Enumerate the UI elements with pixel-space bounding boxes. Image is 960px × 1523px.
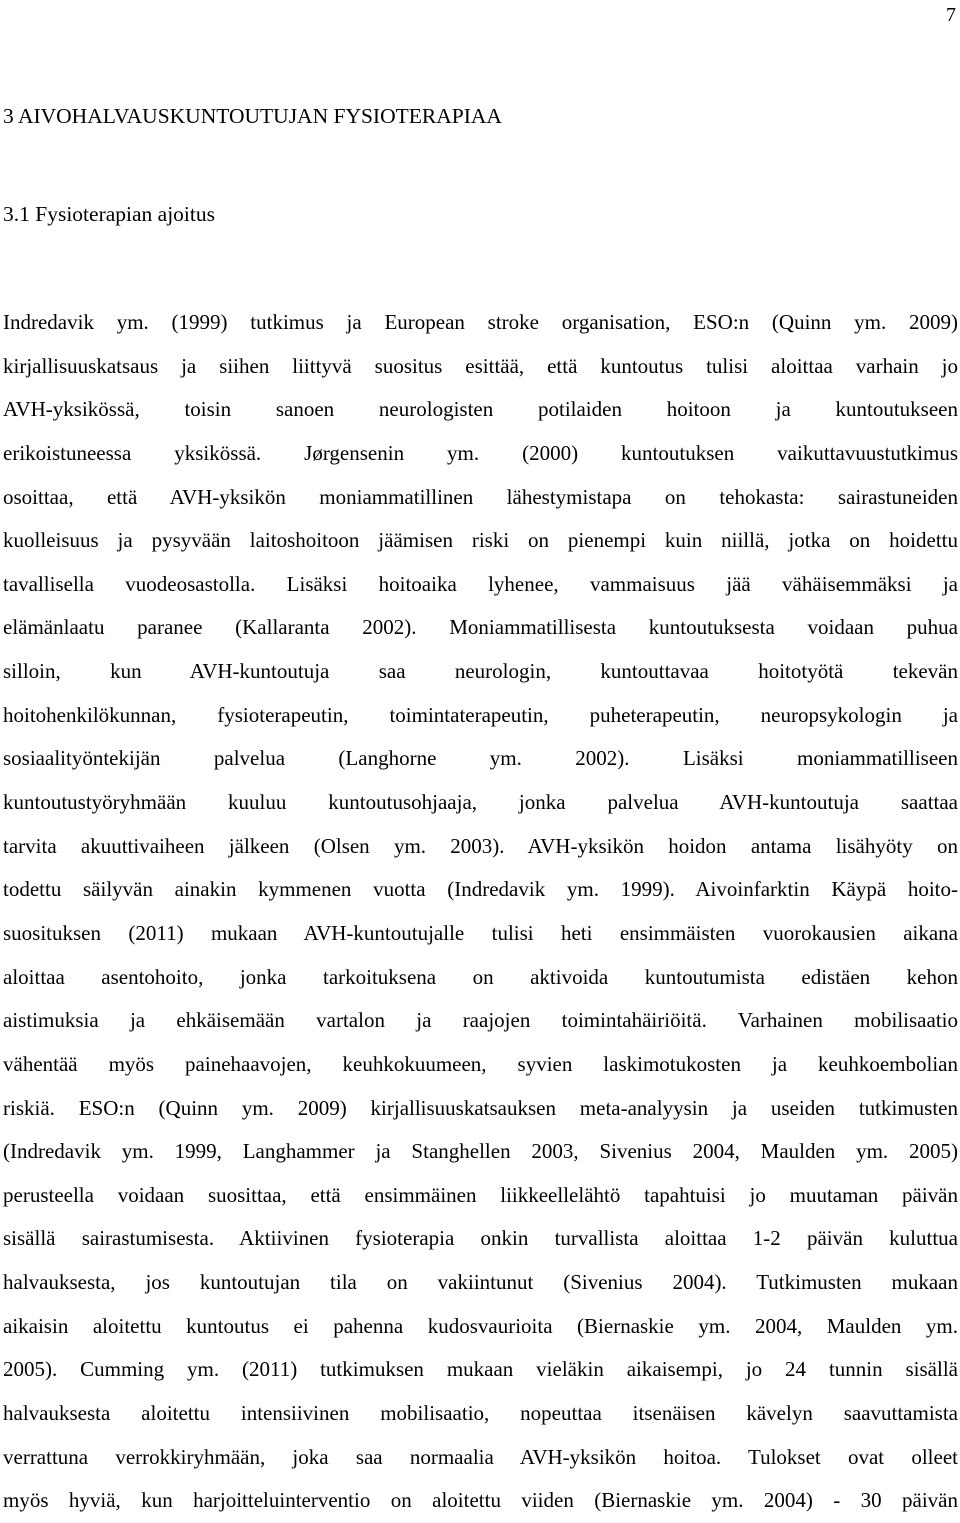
paragraph-line: (Indredavik ym. 1999, Langhammer ja Stanghellen 2003, Sivenius 2004, Maulden ym. 2005) [3, 1139, 958, 1164]
paragraph-line: riskiä. ESO:n (Quinn ym. 2009) kirjallisuuskatsauksen meta-analyysin ja useiden tutkimusten [3, 1095, 958, 1120]
paragraph-line: aikaisin aloitettu kuntoutus ei pahenna kudosvaurioita (Biernaskie ym. 2004, Maulden ym. [3, 1313, 958, 1338]
paragraph-line: hoitohenkilökunnan, fysioterapeutin, toimintaterapeutin, puheterapeutin, neuropsykologin ja [3, 702, 958, 727]
chapter-heading: 3 AIVOHALVAUSKUNTOUTUJAN FYSIOTERAPIAA [3, 104, 502, 128]
paragraph-line: Indredavik ym. (1999) tutkimus ja European stroke organisation, ESO:n (Quinn ym. 2009) [3, 310, 958, 334]
paragraph-line: tavallisella vuodeosastolla. Lisäksi hoitoaika lyhenee, vammaisuus jää vähäisemmäksi ja [3, 571, 958, 596]
paragraph-line: verrattuna verrokkiryhmään, joka saa normaalia AVH-yksikön hoitoa. Tulokset ovat olleet [3, 1444, 958, 1469]
paragraph-line: 2005). Cumming ym. (2011) tutkimuksen mukaan vieläkin aikaisempi, jo 24 tunnin sisällä [3, 1357, 958, 1382]
paragraph-line: suosituksen (2011) mukaan AVH-kuntoutujalle tulisi heti ensimmäisten vuorokausien aikana [3, 920, 958, 945]
paragraph-line: sisällä sairastumisesta. Aktiivinen fysioterapia onkin turvallista aloittaa 1-2 päivän kuluttua [3, 1226, 958, 1251]
paragraph-line: halvauksesta aloitettu intensiivinen mobilisaatio, nopeuttaa itsenäisen kävelyn saavuttamista [3, 1401, 958, 1426]
paragraph-line: myös hyviä, kun harjoitteluinterventio on aloitettu viiden (Biernaskie ym. 2004) - 30 päivän [3, 1488, 958, 1513]
paragraph-line: kuntoutustyöryhmään kuuluu kuntoutusohjaaja, jonka palvelua AVH-kuntoutuja saattaa [3, 790, 958, 815]
paragraph-line: erikoistuneessa yksikössä. Jørgensenin ym. (2000) kuntoutuksen vaikuttavuustutkimus [3, 440, 958, 465]
paragraph-line: silloin, kun AVH-kuntoutuja saa neurologin, kuntouttavaa hoitotyötä tekevän [3, 659, 958, 684]
paragraph-line: AVH-yksikössä, toisin sanoen neurologisten potilaiden hoitoon ja kuntoutukseen [3, 397, 958, 422]
paragraph-line: perusteella voidaan suosittaa, että ensimmäinen liikkeellelähtö tapahtuisi jo muutaman päivän [3, 1182, 958, 1207]
body-paragraph [3, 301, 958, 1523]
paragraph-line: aloittaa asentohoito, jonka tarkoituksena on aktivoida kuntoutumista edistäen kehon [3, 964, 958, 989]
paragraph-line: kirjallisuuskatsaus ja siihen liittyvä suositus esittää, että kuntoutus tulisi aloittaa varhain jo [3, 353, 958, 378]
paragraph-line: tarvita akuuttivaiheen jälkeen (Olsen ym. 2003). AVH-yksikön hoidon antama lisähyöty on [3, 833, 958, 858]
paragraph-line: halvauksesta, jos kuntoutujan tila on vakiintunut (Sivenius 2004). Tutkimusten mukaan [3, 1270, 958, 1295]
page-number: 7 [946, 4, 956, 26]
paragraph-line: aistimuksia ja ehkäisemään vartalon ja raajojen toimintahäiriöitä. Varhainen mobilisaatio [3, 1008, 958, 1033]
paragraph-line: vähentää myös painehaavojen, keuhkokuumeen, syvien laskimotukosten ja keuhkoembolian [3, 1051, 958, 1076]
paragraph-line: todettu säilyvän ainakin kymmenen vuotta (Indredavik ym. 1999). Aivoinfarktin Käypä hoito- [3, 877, 958, 902]
paragraph-line: sosiaalityöntekijän palvelua (Langhorne ym. 2002). Lisäksi moniammatilliseen [3, 746, 958, 771]
paragraph-line: osoittaa, että AVH-yksikön moniammatillinen lähestymistapa on tehokasta: sairastuneiden [3, 484, 958, 509]
paragraph-line: elämänlaatu paranee (Kallaranta 2002). Moniammatillisesta kuntoutuksesta voidaan puhua [3, 615, 958, 640]
section-heading: 3.1 Fysioterapian ajoitus [3, 202, 215, 226]
paragraph-line: kuolleisuus ja pysyvään laitoshoitoon jäämisen riski on pienempi kuin niillä, jotka on hoidettu [3, 528, 958, 553]
